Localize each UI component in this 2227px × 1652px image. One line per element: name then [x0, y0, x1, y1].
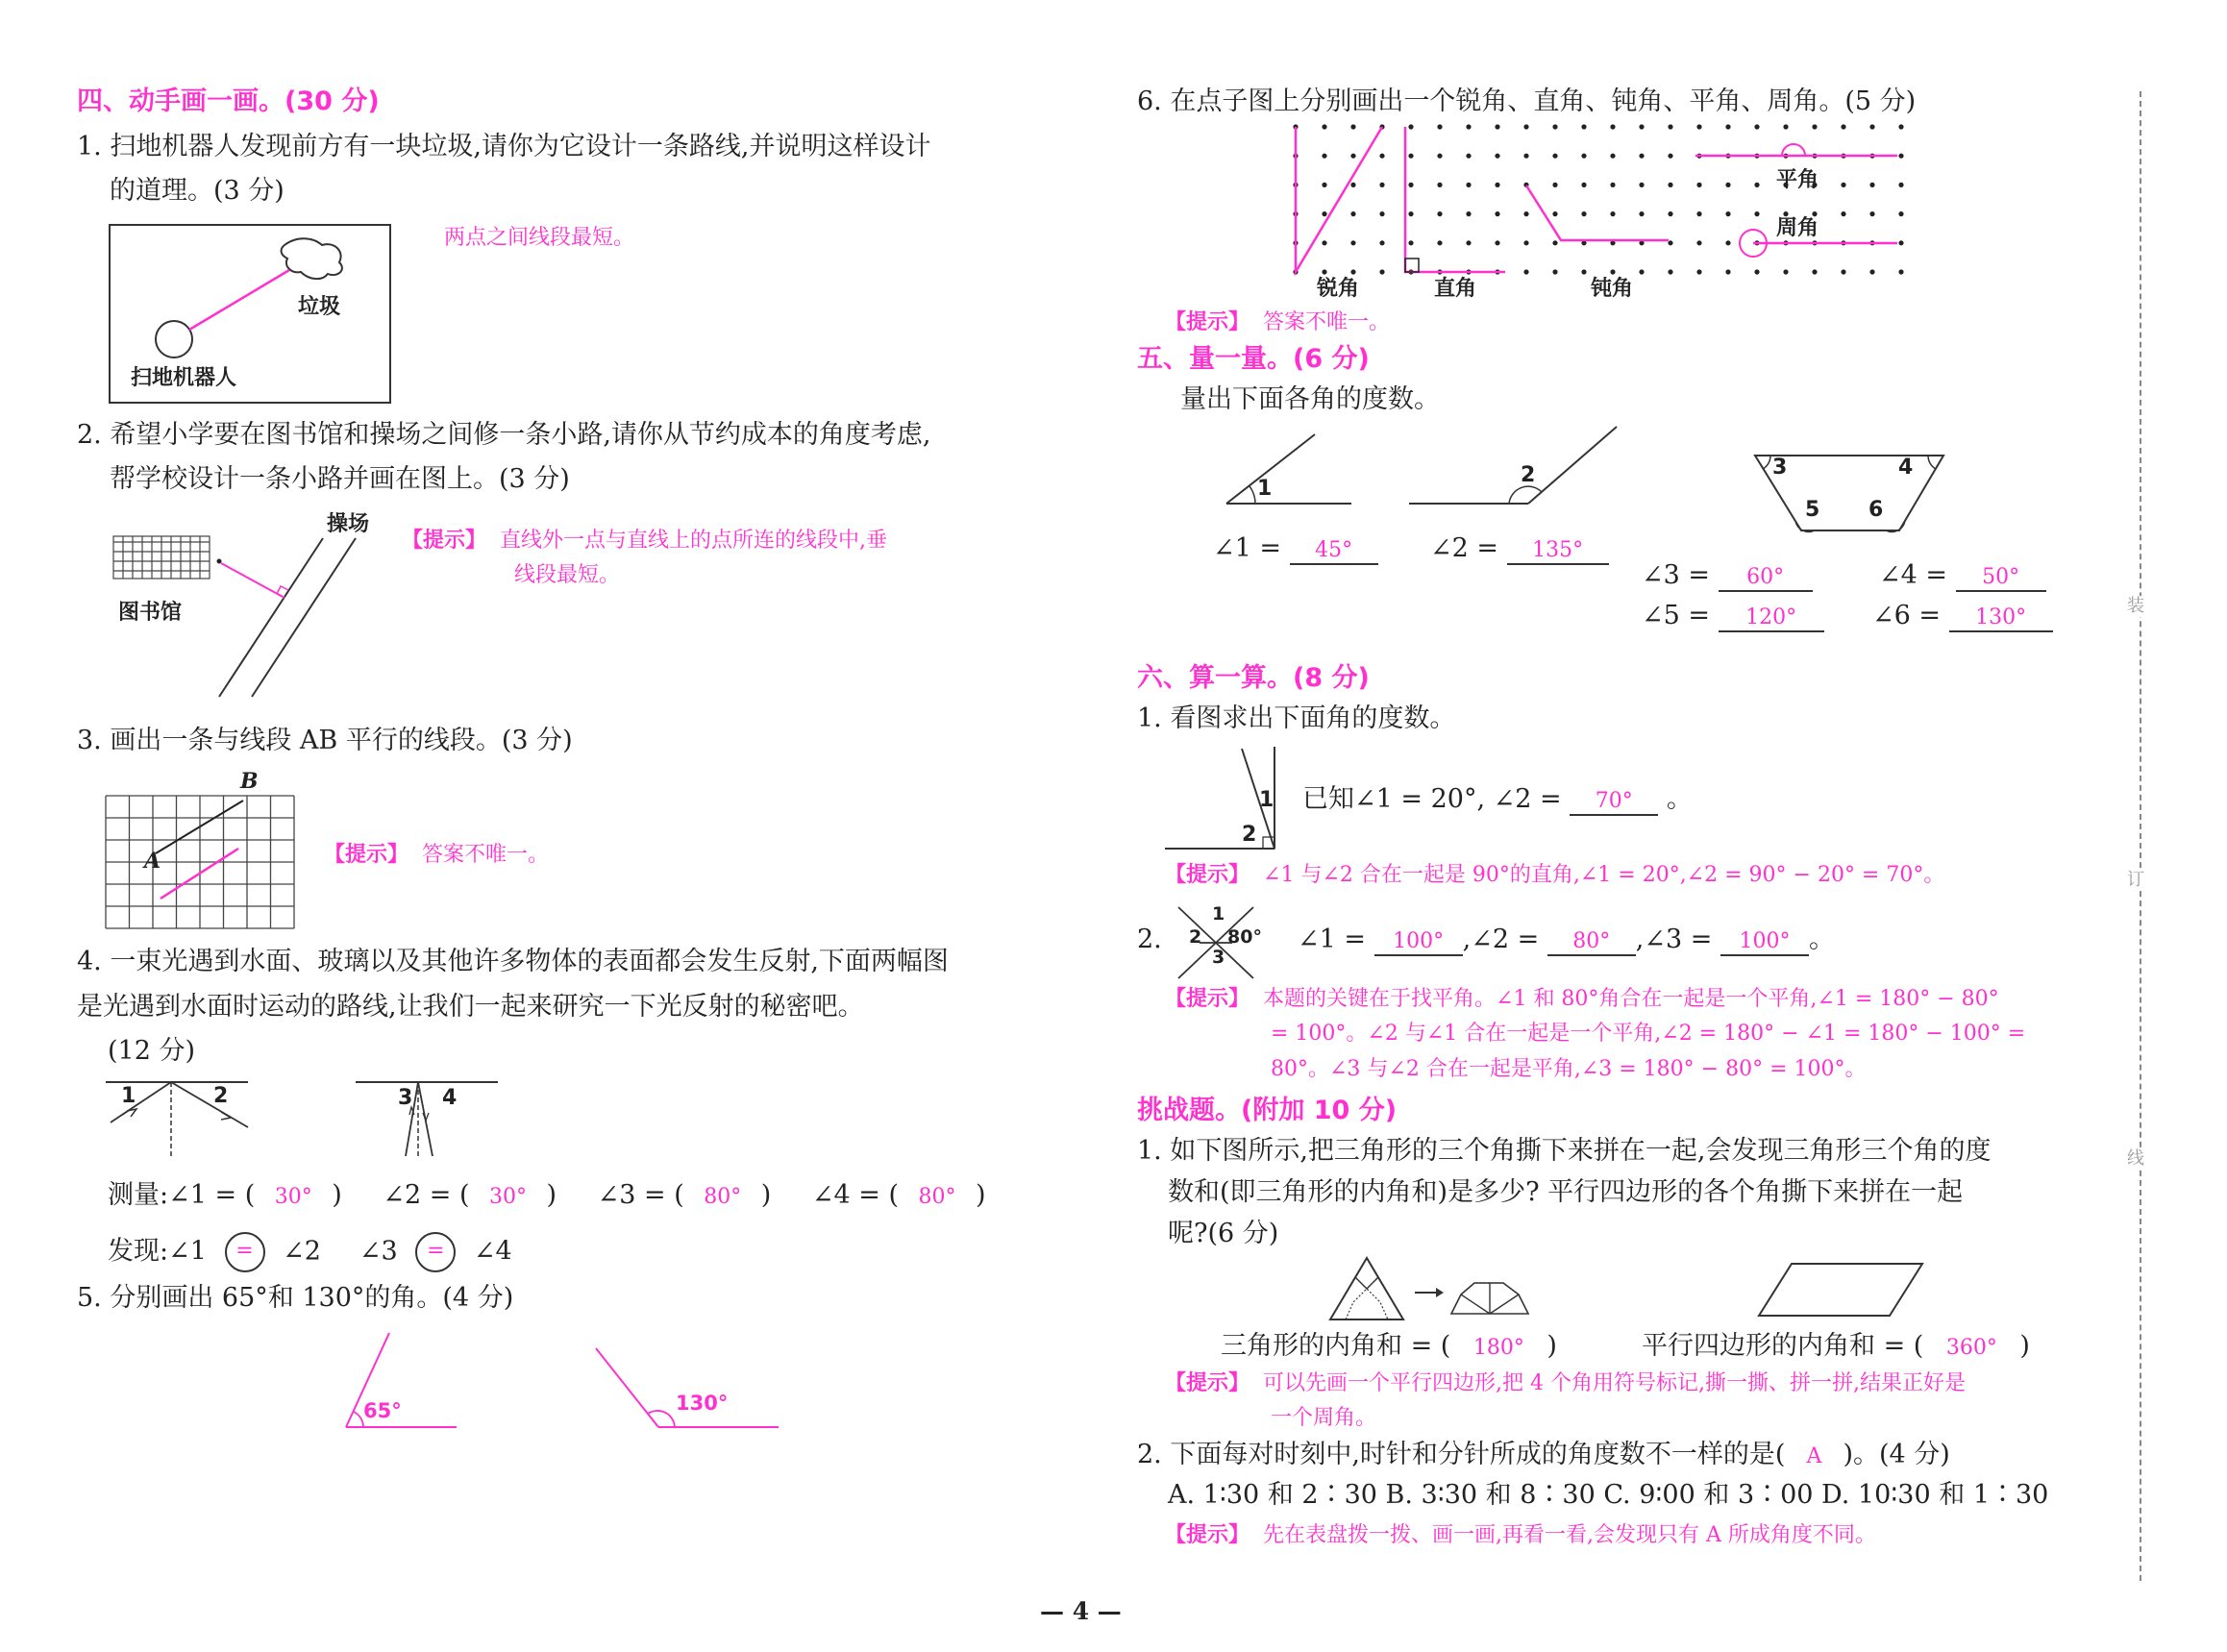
robot-label: 扫地机器人 — [131, 366, 237, 390]
grid-dot — [1350, 154, 1355, 159]
q3-hint-tag: 【提示】 — [324, 843, 409, 867]
s6-q2-answer-3: 100° — [1720, 929, 1809, 956]
grid-dot — [1581, 154, 1586, 159]
library-label: 图书馆 — [118, 601, 183, 625]
section5-angles — [1221, 423, 1951, 538]
q4-angle-3-label: 3 — [398, 1086, 413, 1110]
section4-title: 四、动手画一画。(30 分) — [77, 86, 380, 116]
grid-dot — [1725, 211, 1730, 216]
c1-figures — [1326, 1254, 1942, 1321]
grid-dot — [1408, 183, 1413, 187]
grid-dot — [1495, 183, 1499, 187]
grid-dot — [1639, 154, 1644, 159]
grid-dot — [1610, 154, 1615, 159]
q4-find-prefix: 发现: — [108, 1236, 169, 1267]
grid-dot — [1379, 154, 1384, 159]
s6-q2-number: 2. — [1137, 925, 1162, 954]
q3-hint — [324, 838, 549, 873]
playground-label: 操场 — [327, 512, 370, 536]
s5-fig-label-1: 1 — [1257, 477, 1273, 501]
library-icon — [113, 536, 210, 579]
grid-dot — [1581, 183, 1586, 187]
s6-q1-fig-label-1: 1 — [1259, 788, 1274, 812]
grid-dot — [1898, 154, 1903, 159]
playground-line-2 — [252, 538, 356, 697]
binding-mark-3: 线 — [2127, 1148, 2144, 1169]
q2-text-line1: 2. 希望小学要在图书馆和操场之间修一条小路,请你从节约成本的角度考虑, — [77, 420, 931, 450]
c1-triangle-answer: 三角形的内角和 = ( 180° ) — [1221, 1331, 1557, 1361]
grid-dot — [1639, 124, 1644, 129]
obtuse-angle-drawing — [1526, 185, 1669, 240]
s6-q2-fig-label-80: 80° — [1227, 926, 1262, 948]
c1-parallelogram-answer: 平行四边形的内角和 = ( 360° ) — [1642, 1331, 2030, 1361]
grid-dot — [1841, 269, 1845, 274]
grid-dot — [1898, 240, 1903, 245]
grid-dot — [1668, 154, 1672, 159]
q4-angle-1-label: 1 — [121, 1084, 136, 1108]
q2-hint — [402, 524, 887, 594]
q2-hint-tag: 【提示】 — [402, 529, 487, 553]
q5-text: 5. 分别画出 65°和 130°的角。(4 分) — [77, 1283, 514, 1313]
grid-dot — [1696, 124, 1701, 129]
grid-dot — [1466, 240, 1471, 245]
grid-dot — [1869, 269, 1874, 274]
s5-fig-label-6: 6 — [1868, 498, 1884, 522]
s6-q2-hint-tag: 【提示】 — [1165, 987, 1250, 1011]
grid-dot — [1523, 211, 1528, 216]
s6-q2-answer-1: 100° — [1374, 929, 1463, 956]
grid-dot — [1379, 240, 1384, 245]
grid-dot — [1437, 154, 1442, 159]
grid-dot — [1898, 269, 1903, 274]
dot-grid — [1288, 123, 1961, 286]
grid-dot — [1812, 124, 1817, 129]
grid-dot — [1610, 183, 1615, 187]
grid-dot — [1408, 154, 1413, 159]
grid-dot — [1581, 124, 1586, 129]
grid-dot — [1639, 269, 1644, 274]
q4-find-circle-1: = — [225, 1232, 265, 1272]
grid-dot — [1437, 211, 1442, 216]
q4-measure-answer-1: 30° — [274, 1185, 312, 1209]
grid-dot — [1379, 183, 1384, 187]
s6-q1-equation: 已知∠1 = 20°, ∠2 = 70° 。 — [1302, 784, 1693, 816]
c2-hint: 【提示】 先在表盘拨一拨、画一画,再看一看,会发现只有 A 所成角度不同。 — [1165, 1523, 1876, 1547]
grid-dot — [1437, 183, 1442, 187]
grid-dot — [1322, 154, 1326, 159]
right-angle-label: 直角 — [1434, 277, 1477, 301]
obtuse-label: 钝角 — [1591, 277, 1634, 301]
section5-instruction: 量出下面各角的度数。 — [1180, 384, 1440, 414]
s5-fig-label-4: 4 — [1898, 456, 1914, 480]
grid-dot — [1696, 183, 1701, 187]
grid-dot — [1898, 211, 1903, 216]
playground-line-1 — [219, 538, 323, 697]
q6-text: 6. 在点子图上分别画出一个锐角、直角、钝角、平角、周角。(5 分) — [1137, 86, 1917, 116]
grid-dot — [1523, 154, 1528, 159]
grid-dot — [1552, 211, 1557, 216]
q2-hint-line2: 线段最短。 — [514, 563, 621, 588]
s5-answer-6: ∠6 = 130° — [1872, 601, 2053, 632]
point-a-label: A — [144, 849, 161, 874]
grid-dot — [1783, 124, 1788, 129]
grid-dot — [1725, 240, 1730, 245]
s5-answer-5: ∠5 = 120° — [1642, 601, 1824, 632]
grid-dot — [1668, 211, 1672, 216]
q4-measure-answer-3: 80° — [704, 1185, 742, 1209]
c1-text-line2: 数和(即三角形的内角和)是多少? 平行四边形的各个角撕下来拼在一起 — [1168, 1177, 1964, 1207]
q2-text-line2: 帮学校设计一条小路并画在图上。(3 分) — [110, 464, 570, 494]
robot-circle — [156, 321, 192, 358]
s5-answer-2: ∠2 = 135° — [1430, 533, 1609, 565]
grid-dot — [1754, 269, 1759, 274]
acute-label: 锐角 — [1317, 277, 1360, 301]
grid-dot — [1350, 183, 1355, 187]
grid-dot — [1696, 211, 1701, 216]
q1-answer-path — [189, 270, 289, 330]
q2-hint-line1: 直线外一点与直线上的点所连的线段中,垂 — [500, 529, 888, 553]
acute-angle-drawing — [1296, 127, 1382, 272]
binding-mark-2: 订 — [2127, 870, 2144, 890]
grid-dot — [1754, 124, 1759, 129]
q4-angle-2-label: 2 — [213, 1084, 229, 1108]
q6-hint-tag: 【提示】 — [1165, 310, 1250, 334]
c2-hint-tag: 【提示】 — [1165, 1523, 1250, 1547]
q4-angle-4-label: 4 — [442, 1086, 458, 1110]
parallelogram — [1759, 1264, 1922, 1316]
q3-text: 3. 画出一条与线段 AB 平行的线段。(3 分) — [77, 726, 573, 755]
grid-dot — [1523, 240, 1528, 245]
grid-dot — [1783, 269, 1788, 274]
binding-line — [2140, 91, 2141, 1581]
grid-dot — [1350, 124, 1355, 129]
grid-dot — [1696, 269, 1701, 274]
grid-dot — [1668, 240, 1672, 245]
grid-dot — [1379, 211, 1384, 216]
trash-label: 垃圾 — [298, 295, 341, 319]
q5-angle-130-label: 130° — [676, 1392, 729, 1415]
grid-dot — [1466, 124, 1471, 129]
full-label: 周角 — [1776, 216, 1819, 240]
grid-dot — [1869, 211, 1874, 216]
grid-dot — [1841, 183, 1845, 187]
grid-dot — [1322, 211, 1326, 216]
grid-dot — [1581, 211, 1586, 216]
grid-dot — [1668, 183, 1672, 187]
grid-dot — [1668, 124, 1672, 129]
c1-text-line1: 1. 如下图所示,把三角形的三个角撕下来拼在一起,会发现三角形三个角的度 — [1137, 1136, 1992, 1166]
grid-dot — [1495, 154, 1499, 159]
challenge-title: 挑战题。(附加 10 分) — [1137, 1096, 1398, 1125]
s6-q2-answer-2: 80° — [1547, 929, 1636, 956]
library-point — [217, 559, 222, 564]
grid-dot — [1754, 211, 1759, 216]
s5-answer-3: ∠3 = 60° — [1642, 560, 1813, 592]
q6-hint — [1165, 306, 1390, 340]
q1-text-line2: 的道理。(3 分) — [110, 176, 285, 206]
q4-measure-answer-4: 80° — [918, 1185, 956, 1209]
s5-answer-1: ∠1 = 45° — [1213, 533, 1378, 565]
s5-fig-label-2: 2 — [1521, 463, 1536, 487]
q4-find-row: 发现:∠1 = ∠2 ∠3 = ∠4 — [108, 1232, 512, 1272]
grid-dot — [1523, 124, 1528, 129]
c2-options: A. 1∶30 和 2∶30 B. 3∶30 和 8∶30 C. 9∶00 和 3∶00 D. 10∶30 和 1∶30 — [1168, 1480, 2049, 1510]
s6-q2-fig-label-3: 3 — [1212, 947, 1225, 968]
c1-triangle-value: 180° — [1472, 1336, 1524, 1360]
grid-dot — [1523, 269, 1528, 274]
c1-text-line3: 呢?(6 分) — [1168, 1219, 1279, 1248]
grid-dot — [1552, 269, 1557, 274]
q2-answer-path — [221, 563, 285, 598]
grid-dot — [1437, 124, 1442, 129]
grid-dot — [1869, 124, 1874, 129]
s6-q1-answer: 70° — [1570, 789, 1658, 816]
s5-fig-label-3: 3 — [1772, 456, 1788, 480]
grid-dot — [1610, 211, 1615, 216]
q4-text-line1: 4. 一束光遇到水面、玻璃以及其他许多物体的表面都会发生反射,下面两幅图 — [77, 947, 949, 976]
c1-hint: 【提示】 可以先画一个平行四边形,把 4 个角用符号标记,撕一撕、拼一拼,结果正好是 一个周角。 — [1165, 1371, 1966, 1431]
grid-dot — [1898, 183, 1903, 187]
q4-measure-row: 测量:∠1 = ( 30° ) ∠2 = ( 30° ) ∠3 = ( 80° ) ∠4 = ( 80° ) — [108, 1180, 986, 1210]
grid-dot — [1495, 211, 1499, 216]
q5-angle-65-label: 65° — [363, 1399, 402, 1422]
right-angle-drawing — [1405, 127, 1505, 272]
q4-measure-answer-2: 30° — [489, 1185, 527, 1209]
q4-text-line3: (12 分) — [108, 1036, 196, 1066]
q4-figure-2 — [356, 1074, 500, 1161]
grid-dot — [1841, 124, 1845, 129]
q1-answer: 两点之间线段最短。 — [444, 226, 635, 250]
grid-dot — [1725, 269, 1730, 274]
grid-dot — [1437, 240, 1442, 245]
grid-dot — [1869, 183, 1874, 187]
c2-answer: A — [1806, 1444, 1822, 1468]
grid-dot — [1725, 124, 1730, 129]
c1-parallelogram-value: 360° — [1945, 1336, 1997, 1360]
grid-dot — [1350, 240, 1355, 245]
straight-label: 平角 — [1776, 168, 1819, 192]
grid-dot — [1408, 240, 1413, 245]
grid-dot — [1552, 240, 1557, 245]
grid-dot — [1552, 124, 1557, 129]
section5-title: 五、量一量。(6 分) — [1137, 344, 1370, 374]
grid-dot — [1668, 269, 1672, 274]
grid-dot — [1408, 211, 1413, 216]
binding-mark-1: 装 — [2127, 596, 2144, 616]
grid-dot — [1898, 124, 1903, 129]
s6-q1-text: 1. 看图求出下面角的度数。 — [1137, 703, 1456, 733]
q3-grid — [106, 796, 296, 930]
q5-angles — [336, 1331, 788, 1442]
grid-dot — [1610, 124, 1615, 129]
grid-dot — [1639, 211, 1644, 216]
grid-dot — [1322, 124, 1326, 129]
grid-dot — [1725, 183, 1730, 187]
grid-dot — [1812, 269, 1817, 274]
grid-dot — [1495, 240, 1499, 245]
section6-title: 六、算一算。(8 分) — [1137, 663, 1370, 693]
grid-dot — [1581, 269, 1586, 274]
page-number: — 4 — — [1040, 1597, 1122, 1625]
grid-dot — [1322, 183, 1326, 187]
q1-text-line1: 1. 扫地机器人发现前方有一块垃圾,请你为它设计一条路线,并说明这样设计 — [77, 132, 931, 161]
s6-q2-equation: ∠1 = 100° ,∠2 = 80° ,∠3 = 100° 。 — [1298, 925, 1835, 956]
s6-q2-fig-label-1: 1 — [1212, 903, 1225, 925]
grid-dot — [1552, 183, 1557, 187]
grid-dot — [1754, 183, 1759, 187]
q3-hint-text: 答案不唯一。 — [422, 843, 550, 867]
q4-find-circle-2: = — [415, 1232, 456, 1272]
s6-q1-fig-label-2: 2 — [1242, 823, 1257, 847]
c1-hint-tag: 【提示】 — [1165, 1371, 1250, 1395]
q6-hint-text: 答案不唯一。 — [1263, 310, 1391, 334]
grid-dot — [1466, 183, 1471, 187]
s5-answer-4: ∠4 = 50° — [1879, 560, 2046, 592]
s6-q1-hint-tag: 【提示】 — [1165, 863, 1250, 887]
grid-dot — [1350, 211, 1355, 216]
grid-dot — [1466, 154, 1471, 159]
point-b-label: B — [240, 769, 259, 794]
grid-dot — [1322, 240, 1326, 245]
grid-dot — [1379, 269, 1384, 274]
s6-q2-fig-label-2: 2 — [1189, 926, 1202, 948]
grid-dot — [1408, 124, 1413, 129]
grid-dot — [1466, 211, 1471, 216]
s6-q2-hint: 【提示】 本题的关键在于找平角。∠1 和 80°角合在一起是一个平角,∠1 = 180° − 80° = 100°。∠2 与∠1 合在一起是一个平角,∠2 = 180° − ∠1 = 180° − 100° = 80°。∠3 与∠2 合在一起是平角,∠3 = 180° − 80° = 100°。 — [1165, 987, 2026, 1081]
grid-dot — [1639, 183, 1644, 187]
c2-text: 2. 下面每对时刻中,时针和分针所成的角度数不一样的是( A )。(4 分) — [1137, 1440, 1950, 1469]
grid-dot — [1495, 124, 1499, 129]
q4-measure-prefix: 测量: — [108, 1180, 169, 1210]
s5-fig-label-5: 5 — [1805, 498, 1820, 522]
s6-q1-hint: 【提示】 ∠1 与∠2 合在一起是 90°的直角,∠1 = 20°,∠2 = 90° − 20° = 70°。 — [1165, 863, 1945, 887]
grid-dot — [1841, 211, 1845, 216]
grid-dot — [1696, 240, 1701, 245]
q4-text-line2: 是光遇到水面时运动的路线,让我们一起来研究一下光反射的秘密吧。 — [77, 992, 864, 1022]
trash-shape — [282, 238, 342, 279]
grid-dot — [1552, 154, 1557, 159]
